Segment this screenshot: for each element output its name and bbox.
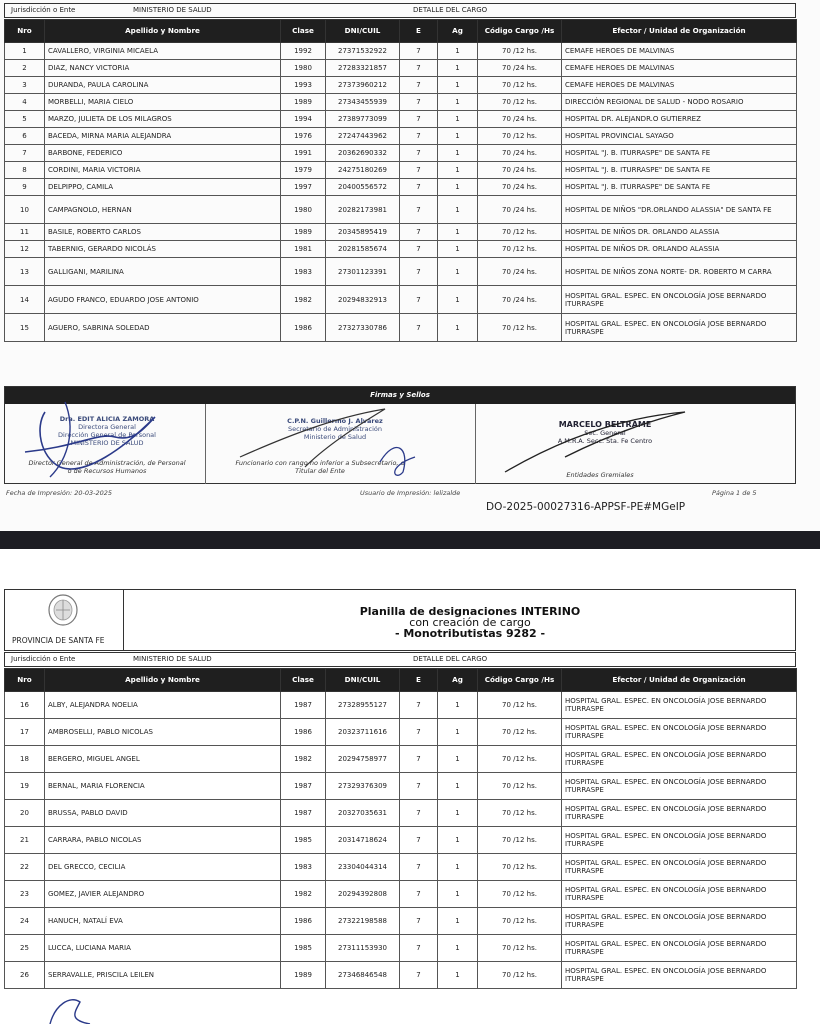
- table-row: [5, 258, 797, 286]
- cell-cargo: 70 /24 hs.: [478, 196, 562, 224]
- cell-nro: 16: [5, 692, 45, 719]
- cell-nombre: TABERNIG, GERARDO NICOLÁS: [45, 241, 281, 258]
- cell-efector: HOSPITAL GRAL. ESPEC. EN ONCOLOGÍA JOSE BERNARDO ITURRASPE: [562, 692, 797, 719]
- cell-nro: 15: [5, 314, 45, 342]
- cell-cargo: 70 /12 hs.: [478, 94, 562, 111]
- column-header-nombre: Apellido y Nombre: [45, 669, 281, 692]
- cell-efector: HOSPITAL GRAL. ESPEC. EN ONCOLOGÍA JOSE BERNARDO ITURRASPE: [562, 827, 797, 854]
- cell-ag: 1: [438, 719, 478, 746]
- cell-ag: 1: [438, 692, 478, 719]
- cell-dni: 27389773099: [326, 111, 400, 128]
- cell-ag: 1: [438, 179, 478, 196]
- cell-nro: 3: [5, 77, 45, 94]
- cell-cargo: 70 /24 hs.: [478, 60, 562, 77]
- cell-clase: 1986: [281, 719, 326, 746]
- cell-ag: 1: [438, 258, 478, 286]
- cell-cargo: 70 /12 hs.: [478, 43, 562, 60]
- table-row: [5, 196, 797, 224]
- cell-dni: 27247443962: [326, 128, 400, 145]
- cell-efector: HOSPITAL "J. B. ITURRASPE" DE SANTA FE: [562, 145, 797, 162]
- firmas-title: Firmas y Sellos: [5, 387, 795, 404]
- cell-cargo: 70 /12 hs.: [478, 935, 562, 962]
- cell-cargo: 70 /12 hs.: [478, 854, 562, 881]
- cell-cargo: 70 /24 hs.: [478, 162, 562, 179]
- cell-nombre: DIAZ, NANCY VICTORIA: [45, 60, 281, 77]
- cell-nombre: AGUERO, SABRINA SOLEDAD: [45, 314, 281, 342]
- cell-nro: 13: [5, 258, 45, 286]
- table-row: [5, 854, 797, 881]
- cell-nombre: DEL GRECCO, CECILIA: [45, 854, 281, 881]
- cell-efector: HOSPITAL GRAL. ESPEC. EN ONCOLOGÍA JOSE BERNARDO ITURRASPE: [562, 908, 797, 935]
- jurisdiccion-label: Jurisdicción o Ente: [11, 6, 76, 14]
- cell-clase: 1994: [281, 111, 326, 128]
- cell-clase: 1982: [281, 286, 326, 314]
- cell-dni: 20327035631: [326, 800, 400, 827]
- cell-dni: 20294758977: [326, 746, 400, 773]
- cell-cargo: 70 /12 hs.: [478, 128, 562, 145]
- cell-nro: 6: [5, 128, 45, 145]
- cell-e: 7: [400, 746, 438, 773]
- table-row: [5, 241, 797, 258]
- cell-nombre: BARBONE, FEDERICO: [45, 145, 281, 162]
- column-header-ag: Ag: [438, 669, 478, 692]
- cell-ag: 1: [438, 241, 478, 258]
- cell-clase: 1985: [281, 827, 326, 854]
- cell-efector: CEMAFE HEROES DE MALVINAS: [562, 60, 797, 77]
- cell-e: 7: [400, 881, 438, 908]
- cell-ag: 1: [438, 224, 478, 241]
- cell-ag: 1: [438, 43, 478, 60]
- cell-nombre: CARRARA, PABLO NICOLAS: [45, 827, 281, 854]
- cell-e: 7: [400, 854, 438, 881]
- table-row: [5, 773, 797, 800]
- cell-clase: 1976: [281, 128, 326, 145]
- cell-ag: 1: [438, 800, 478, 827]
- cell-dni: 27371532922: [326, 43, 400, 60]
- mid-stamp: C.P.N. Guillermo J. Alvarez Secretario de Administración Ministerio de Salud: [287, 417, 383, 441]
- cell-efector: DIRECCIÓN REGIONAL DE SALUD - NODO ROSARIO: [562, 94, 797, 111]
- cell-nro: 12: [5, 241, 45, 258]
- table-row: [5, 719, 797, 746]
- cell-nro: 2: [5, 60, 45, 77]
- cell-nombre: LUCCA, LUCIANA MARIA: [45, 935, 281, 962]
- cell-dni: 24275180269: [326, 162, 400, 179]
- cell-clase: 1987: [281, 773, 326, 800]
- cell-e: 7: [400, 224, 438, 241]
- table-row: [5, 692, 797, 719]
- cell-clase: 1991: [281, 145, 326, 162]
- cell-e: 7: [400, 773, 438, 800]
- cell-cargo: 70 /12 hs.: [478, 881, 562, 908]
- right-caption: Entidades Gremiales: [566, 471, 634, 479]
- cell-dni: 27301123391: [326, 258, 400, 286]
- cell-dni: 27322198588: [326, 908, 400, 935]
- table-row: [5, 179, 797, 196]
- cell-cargo: 70 /24 hs.: [478, 145, 562, 162]
- cell-efector: CEMAFE HEROES DE MALVINAS: [562, 77, 797, 94]
- cell-efector: HOSPITAL DE NIÑOS DR. ORLANDO ALASSIA: [562, 241, 797, 258]
- cell-nombre: CORDINI, MARIA VICTORIA: [45, 162, 281, 179]
- cell-clase: 1986: [281, 908, 326, 935]
- cell-nombre: DELPIPPO, CAMILA: [45, 179, 281, 196]
- handwritten-signatures: [5, 387, 795, 484]
- cell-nombre: MORBELLI, MARIA CIELO: [45, 94, 281, 111]
- cell-clase: 1992: [281, 43, 326, 60]
- document-id: DO-2025-00027316-APPSF-PE#MGeIP: [486, 501, 686, 513]
- cell-cargo: 70 /12 hs.: [478, 692, 562, 719]
- cell-clase: 1985: [281, 935, 326, 962]
- cell-nro: 23: [5, 881, 45, 908]
- cell-efector: HOSPITAL DR. ALEJANDR.O GUTIERREZ: [562, 111, 797, 128]
- table-row: [5, 800, 797, 827]
- column-header-dni: DNI/CUIL: [326, 20, 400, 43]
- cell-nro: 4: [5, 94, 45, 111]
- cell-dni: 27373960212: [326, 77, 400, 94]
- column-header-efector: Efector / Unidad de Organización: [562, 669, 797, 692]
- column-header-nombre: Apellido y Nombre: [45, 20, 281, 43]
- cell-nro: 26: [5, 962, 45, 989]
- fecha-impresion: Fecha de Impresión: 20-03-2025: [6, 489, 113, 497]
- cell-nro: 22: [5, 854, 45, 881]
- cell-nombre: CAVALLERO, VIRGINIA MICAELA: [45, 43, 281, 60]
- jurisdiccion-row: [4, 3, 796, 18]
- cell-ag: 1: [438, 854, 478, 881]
- column-header-nro: Nro: [5, 20, 45, 43]
- cell-clase: 1983: [281, 258, 326, 286]
- cell-dni: 20282173981: [326, 196, 400, 224]
- column-header-cargo: Código Cargo /Hs: [478, 669, 562, 692]
- cell-efector: HOSPITAL DE NIÑOS ZONA NORTE- DR. ROBERTO M CARRA: [562, 258, 797, 286]
- cell-nro: 11: [5, 224, 45, 241]
- firmas-block: [4, 386, 796, 484]
- cell-e: 7: [400, 719, 438, 746]
- cell-efector: HOSPITAL GRAL. ESPEC. EN ONCOLOGÍA JOSE BERNARDO ITURRASPE: [562, 719, 797, 746]
- cell-e: 7: [400, 692, 438, 719]
- table-header: [5, 669, 797, 692]
- cell-e: 7: [400, 111, 438, 128]
- cell-ag: 1: [438, 286, 478, 314]
- cell-cargo: 70 /12 hs.: [478, 224, 562, 241]
- cell-nombre: DURANDA, PAULA CAROLINA: [45, 77, 281, 94]
- cell-ag: 1: [438, 111, 478, 128]
- column-header-e: E: [400, 669, 438, 692]
- cell-clase: 1979: [281, 162, 326, 179]
- cell-cargo: 70 /24 hs.: [478, 258, 562, 286]
- cell-efector: HOSPITAL GRAL. ESPEC. EN ONCOLOGÍA JOSE BERNARDO ITURRASPE: [562, 854, 797, 881]
- cell-clase: 1986: [281, 314, 326, 342]
- cell-dni: 27346846548: [326, 962, 400, 989]
- designaciones-table-page-1: [4, 19, 797, 342]
- cell-ag: 1: [438, 314, 478, 342]
- cell-clase: 1980: [281, 60, 326, 77]
- table-row: [5, 881, 797, 908]
- cell-cargo: 70 /12 hs.: [478, 241, 562, 258]
- cell-ag: 1: [438, 162, 478, 179]
- cell-cargo: 70 /12 hs.: [478, 77, 562, 94]
- cell-cargo: 70 /12 hs.: [478, 314, 562, 342]
- cell-cargo: 70 /12 hs.: [478, 719, 562, 746]
- cell-nombre: HANUCH, NATALÍ EVA: [45, 908, 281, 935]
- cell-efector: HOSPITAL "J. B. ITURRASPE" DE SANTA FE: [562, 162, 797, 179]
- cell-nro: 10: [5, 196, 45, 224]
- cell-nro: 8: [5, 162, 45, 179]
- cell-cargo: 70 /24 hs.: [478, 179, 562, 196]
- cell-nombre: MARZO, JULIETA DE LOS MILAGROS: [45, 111, 281, 128]
- cell-cargo: 70 /12 hs.: [478, 827, 562, 854]
- cell-e: 7: [400, 94, 438, 111]
- table-row: [5, 314, 797, 342]
- cell-ag: 1: [438, 196, 478, 224]
- cell-e: 7: [400, 145, 438, 162]
- cell-e: 7: [400, 800, 438, 827]
- table-row: [5, 827, 797, 854]
- left-stamp: Dra. EDIT ALICIA ZAMORA Directora General Dirección General de Personal MINISTERIO DE SALUD: [58, 415, 156, 447]
- cell-nombre: SERRAVALLE, PRISCILA LEILEN: [45, 962, 281, 989]
- cell-clase: 1989: [281, 224, 326, 241]
- cell-cargo: 70 /12 hs.: [478, 962, 562, 989]
- page-divider: [0, 531, 820, 549]
- cell-nro: 1: [5, 43, 45, 60]
- cell-efector: HOSPITAL GRAL. ESPEC. EN ONCOLOGÍA JOSE BERNARDO ITURRASPE: [562, 314, 797, 342]
- cell-dni: 23304044314: [326, 854, 400, 881]
- jurisdiccion-value: MINISTERIO DE SALUD: [133, 6, 212, 14]
- cell-efector: HOSPITAL GRAL. ESPEC. EN ONCOLOGÍA JOSE BERNARDO ITURRASPE: [562, 962, 797, 989]
- cell-dni: 27328955127: [326, 692, 400, 719]
- provincia-seal-icon: [46, 594, 80, 630]
- cell-dni: 20281585674: [326, 241, 400, 258]
- cell-efector: CEMAFE HEROES DE MALVINAS: [562, 43, 797, 60]
- cell-nro: 14: [5, 286, 45, 314]
- cell-nro: 20: [5, 800, 45, 827]
- table-row: [5, 908, 797, 935]
- designaciones-table-page-2: [4, 668, 797, 989]
- cell-dni: 27283321857: [326, 60, 400, 77]
- cell-clase: 1980: [281, 196, 326, 224]
- cell-nro: 9: [5, 179, 45, 196]
- cell-ag: 1: [438, 935, 478, 962]
- table-row: [5, 962, 797, 989]
- table-row: [5, 145, 797, 162]
- table-row: [5, 94, 797, 111]
- detalle-label: DETALLE DEL CARGO: [413, 655, 488, 663]
- planilla-title: Planilla de designaciones INTERINO con creación de cargo - Monotributistas 9282 -: [359, 605, 581, 640]
- cell-efector: HOSPITAL DE NIÑOS "DR.ORLANDO ALASSIA" DE SANTA FE: [562, 196, 797, 224]
- jurisdiccion-row-page-2: [4, 652, 796, 667]
- left-caption: Director General de Administración, de Personal o de Recursos Humanos: [28, 459, 186, 475]
- cell-dni: 27311153930: [326, 935, 400, 962]
- cell-e: 7: [400, 258, 438, 286]
- cell-e: 7: [400, 162, 438, 179]
- cell-e: 7: [400, 827, 438, 854]
- cell-dni: 20345895419: [326, 224, 400, 241]
- cell-dni: 27327330786: [326, 314, 400, 342]
- table-row: [5, 77, 797, 94]
- cell-ag: 1: [438, 773, 478, 800]
- cell-ag: 1: [438, 908, 478, 935]
- table-header: [5, 20, 797, 43]
- cell-clase: 1989: [281, 962, 326, 989]
- cell-clase: 1997: [281, 179, 326, 196]
- cell-dni: 27343455939: [326, 94, 400, 111]
- cell-nombre: GALLIGANI, MARILINA: [45, 258, 281, 286]
- cell-dni: 20362690332: [326, 145, 400, 162]
- cell-ag: 1: [438, 128, 478, 145]
- cell-efector: HOSPITAL GRAL. ESPEC. EN ONCOLOGÍA JOSE BERNARDO ITURRASPE: [562, 935, 797, 962]
- cell-nombre: AGUDO FRANCO, EDUARDO JOSE ANTONIO: [45, 286, 281, 314]
- usuario-impresion: Usuario de Impresión: lelizalde: [360, 489, 461, 497]
- cell-efector: HOSPITAL DE NIÑOS DR. ORLANDO ALASSIA: [562, 224, 797, 241]
- cell-ag: 1: [438, 881, 478, 908]
- cell-nro: 17: [5, 719, 45, 746]
- cell-cargo: 70 /12 hs.: [478, 773, 562, 800]
- cell-cargo: 70 /12 hs.: [478, 800, 562, 827]
- cell-nro: 24: [5, 908, 45, 935]
- cell-dni: 20294392808: [326, 881, 400, 908]
- cell-e: 7: [400, 241, 438, 258]
- cell-cargo: 70 /24 hs.: [478, 111, 562, 128]
- column-header-efector: Efector / Unidad de Organización: [562, 20, 797, 43]
- jurisdiccion-label: Jurisdicción o Ente: [11, 655, 76, 663]
- cell-e: 7: [400, 43, 438, 60]
- cell-nombre: BERNAL, MARIA FLORENCIA: [45, 773, 281, 800]
- table-row: [5, 935, 797, 962]
- cell-nro: 25: [5, 935, 45, 962]
- cell-e: 7: [400, 314, 438, 342]
- cell-nombre: BERGERO, MIGUEL ANGEL: [45, 746, 281, 773]
- table-row: [5, 60, 797, 77]
- cell-ag: 1: [438, 962, 478, 989]
- pagina-numero: Página 1 de 5: [712, 489, 757, 497]
- cell-cargo: 70 /12 hs.: [478, 746, 562, 773]
- column-header-e: E: [400, 20, 438, 43]
- cell-clase: 1982: [281, 881, 326, 908]
- cell-e: 7: [400, 935, 438, 962]
- jurisdiccion-value: MINISTERIO DE SALUD: [133, 655, 212, 663]
- provincia-label: PROVINCIA DE SANTA FE: [12, 636, 105, 645]
- handwritten-signature-page-2: [30, 990, 110, 1024]
- table-row: [5, 162, 797, 179]
- table-row: [5, 746, 797, 773]
- table-row: [5, 128, 797, 145]
- cell-nro: 7: [5, 145, 45, 162]
- cell-cargo: 70 /24 hs.: [478, 286, 562, 314]
- column-header-ag: Ag: [438, 20, 478, 43]
- cell-efector: HOSPITAL "J. B. ITURRASPE" DE SANTA FE: [562, 179, 797, 196]
- table-row: [5, 111, 797, 128]
- table-row: [5, 224, 797, 241]
- cell-ag: 1: [438, 60, 478, 77]
- cell-clase: 1987: [281, 692, 326, 719]
- table-row: [5, 286, 797, 314]
- cell-nro: 19: [5, 773, 45, 800]
- cell-nombre: AMBROSELLI, PABLO NICOLAS: [45, 719, 281, 746]
- right-stamp: MARCELO BELTRAME Sec. General A.M.R.A. Secc. Sta. Fe Centro: [557, 420, 653, 445]
- cell-e: 7: [400, 60, 438, 77]
- cell-efector: HOSPITAL GRAL. ESPEC. EN ONCOLOGÍA JOSE BERNARDO ITURRASPE: [562, 881, 797, 908]
- cell-efector: HOSPITAL GRAL. ESPEC. EN ONCOLOGÍA JOSE BERNARDO ITURRASPE: [562, 800, 797, 827]
- cell-ag: 1: [438, 94, 478, 111]
- cell-dni: 20400556572: [326, 179, 400, 196]
- cell-efector: HOSPITAL GRAL. ESPEC. EN ONCOLOGÍA JOSE BERNARDO ITURRASPE: [562, 746, 797, 773]
- cell-nombre: BASILE, ROBERTO CARLOS: [45, 224, 281, 241]
- cell-dni: 20314718624: [326, 827, 400, 854]
- cell-clase: 1989: [281, 94, 326, 111]
- cell-ag: 1: [438, 145, 478, 162]
- column-header-clase: Clase: [281, 669, 326, 692]
- table-row: [5, 43, 797, 60]
- cell-clase: 1981: [281, 241, 326, 258]
- cell-e: 7: [400, 962, 438, 989]
- cell-e: 7: [400, 128, 438, 145]
- cell-e: 7: [400, 286, 438, 314]
- cell-clase: 1983: [281, 854, 326, 881]
- cell-nombre: CAMPAGNOLO, HERNAN: [45, 196, 281, 224]
- cell-ag: 1: [438, 827, 478, 854]
- cell-dni: 20294832913: [326, 286, 400, 314]
- cell-nombre: BRUSSA, PABLO DAVID: [45, 800, 281, 827]
- cell-clase: 1987: [281, 800, 326, 827]
- column-header-clase: Clase: [281, 20, 326, 43]
- cell-efector: HOSPITAL GRAL. ESPEC. EN ONCOLOGÍA JOSE BERNARDO ITURRASPE: [562, 773, 797, 800]
- cell-dni: 20323711616: [326, 719, 400, 746]
- cell-nombre: BACEDA, MIRNA MARIA ALEJANDRA: [45, 128, 281, 145]
- column-header-nro: Nro: [5, 669, 45, 692]
- mid-caption: Funcionario con rango no inferior a Subsecretario, o Titular del Ente: [235, 459, 405, 475]
- cell-efector: HOSPITAL PROVINCIAL SAYAGO: [562, 128, 797, 145]
- cell-e: 7: [400, 908, 438, 935]
- column-header-dni: DNI/CUIL: [326, 669, 400, 692]
- cell-e: 7: [400, 77, 438, 94]
- cell-nro: 21: [5, 827, 45, 854]
- cell-e: 7: [400, 196, 438, 224]
- cell-ag: 1: [438, 77, 478, 94]
- column-header-cargo: Código Cargo /Hs: [478, 20, 562, 43]
- cell-clase: 1982: [281, 746, 326, 773]
- cell-nombre: GOMEZ, JAVIER ALEJANDRO: [45, 881, 281, 908]
- cell-nombre: ALBY, ALEJANDRA NOELIA: [45, 692, 281, 719]
- detalle-label: DETALLE DEL CARGO: [413, 6, 488, 14]
- cell-dni: 27329376309: [326, 773, 400, 800]
- cell-e: 7: [400, 179, 438, 196]
- cell-ag: 1: [438, 746, 478, 773]
- cell-efector: HOSPITAL GRAL. ESPEC. EN ONCOLOGÍA JOSE BERNARDO ITURRASPE: [562, 286, 797, 314]
- cell-nro: 5: [5, 111, 45, 128]
- cell-clase: 1993: [281, 77, 326, 94]
- cell-cargo: 70 /12 hs.: [478, 908, 562, 935]
- cell-nro: 18: [5, 746, 45, 773]
